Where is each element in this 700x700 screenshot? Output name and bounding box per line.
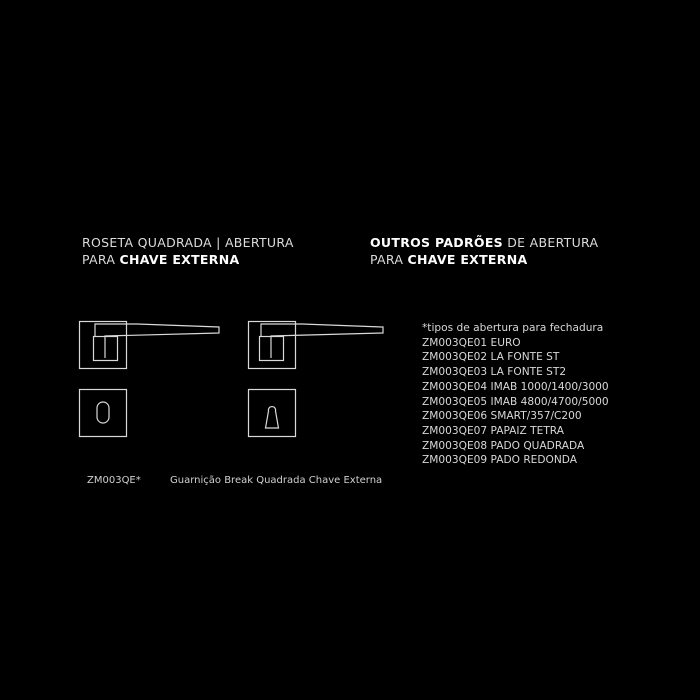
right-heading-line2: PARA CHAVE EXTERNA (370, 252, 528, 267)
right-heading-line1: OUTROS PADRÕES DE ABERTURA (370, 235, 599, 250)
left-heading-line2: PARA CHAVE EXTERNA (82, 252, 240, 267)
left-heading-line1: ROSETA QUADRADA | ABERTURA (82, 235, 294, 250)
list-item: ZM003QE03 LA FONTE ST2 (422, 366, 567, 379)
list-item: ZM003QE07 PAPAIZ TETRA (422, 424, 564, 437)
product-description: Guarnição Break Quadrada Chave Externa (170, 475, 383, 486)
list-item: ZM003QE04 IMAB 1000/1400/3000 (422, 380, 609, 393)
list-item: ZM003QE06 SMART/357/C200 (422, 410, 582, 423)
list-item: ZM003QE02 LA FONTE ST (422, 351, 560, 364)
list-item: ZM003QE09 PADO REDONDA (422, 454, 578, 467)
list-item: ZM003QE05 IMAB 4800/4700/5000 (422, 395, 609, 408)
list-item: ZM003QE08 PADO QUADRADA (422, 439, 585, 452)
opening-types-note: *tipos de abertura para fechadura (422, 322, 604, 334)
left-lever-rosette-drawing (80, 322, 220, 369)
product-code: ZM003QE* (87, 475, 141, 486)
right-lever-rosette-drawing (249, 322, 384, 369)
right-euro-cylinder-escutcheon-drawing (249, 390, 296, 437)
left-keyhole-escutcheon-drawing (80, 390, 127, 437)
list-item: ZM003QE01 EURO (422, 336, 521, 349)
opening-types-list (422, 321, 609, 468)
